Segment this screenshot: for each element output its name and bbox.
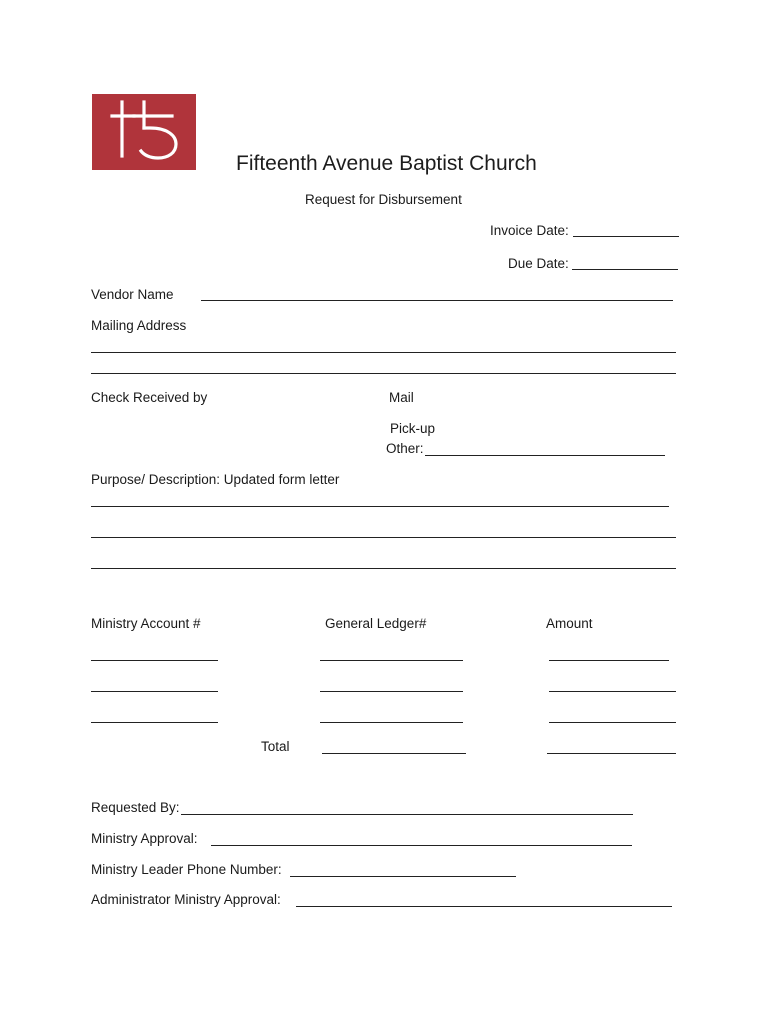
amount-field-2[interactable] bbox=[549, 691, 676, 692]
total-amount-field[interactable] bbox=[547, 753, 676, 754]
invoice-date-label: Invoice Date: bbox=[490, 223, 569, 238]
general-ledger-field-3[interactable] bbox=[320, 722, 463, 723]
ministry-approval-field[interactable] bbox=[211, 845, 632, 846]
ministry-approval-label: Ministry Approval: bbox=[91, 831, 198, 846]
general-ledger-field-1[interactable] bbox=[320, 660, 463, 661]
purpose-line-2[interactable] bbox=[91, 537, 676, 538]
admin-approval-label: Administrator Ministry Approval: bbox=[91, 892, 281, 907]
mailing-address-label: Mailing Address bbox=[91, 318, 187, 333]
due-date-field[interactable] bbox=[572, 269, 678, 270]
due-date-label: Due Date: bbox=[508, 256, 569, 271]
ministry-account-field-1[interactable] bbox=[91, 660, 218, 661]
option-mail[interactable]: Mail bbox=[389, 390, 414, 405]
check-received-label: Check Received by bbox=[91, 390, 208, 405]
total-ledger-field[interactable] bbox=[322, 753, 466, 754]
ministry-account-field-3[interactable] bbox=[91, 722, 218, 723]
requested-by-label: Requested By: bbox=[91, 800, 180, 815]
purpose-description: Purpose/ Description: Updated form letter bbox=[91, 472, 340, 487]
requested-by-field[interactable] bbox=[181, 814, 633, 815]
purpose-line-1[interactable] bbox=[91, 506, 669, 507]
other-field[interactable] bbox=[425, 455, 665, 456]
amount-field-3[interactable] bbox=[549, 722, 676, 723]
form-title: Request for Disbursement bbox=[305, 192, 462, 207]
church-name: Fifteenth Avenue Baptist Church bbox=[236, 152, 537, 175]
total-label: Total bbox=[261, 739, 290, 754]
logo-mark-icon bbox=[92, 94, 196, 170]
option-other[interactable]: Other: bbox=[386, 441, 424, 456]
ministry-account-header: Ministry Account # bbox=[91, 616, 201, 631]
leader-phone-label: Ministry Leader Phone Number: bbox=[91, 862, 282, 877]
mailing-address-line-2[interactable] bbox=[91, 373, 676, 374]
general-ledger-header: General Ledger# bbox=[325, 616, 427, 631]
amount-header: Amount bbox=[546, 616, 593, 631]
option-pickup[interactable]: Pick-up bbox=[390, 421, 436, 436]
ministry-account-field-2[interactable] bbox=[91, 691, 218, 692]
vendor-name-label: Vendor Name bbox=[91, 287, 174, 302]
amount-field-1[interactable] bbox=[549, 660, 669, 661]
purpose-line-3[interactable] bbox=[91, 568, 676, 569]
vendor-name-field[interactable] bbox=[201, 300, 673, 301]
admin-approval-field[interactable] bbox=[296, 906, 672, 907]
mailing-address-line-1[interactable] bbox=[91, 352, 676, 353]
leader-phone-field[interactable] bbox=[290, 876, 516, 877]
general-ledger-field-2[interactable] bbox=[320, 691, 463, 692]
invoice-date-field[interactable] bbox=[573, 236, 679, 237]
church-logo bbox=[92, 94, 196, 170]
